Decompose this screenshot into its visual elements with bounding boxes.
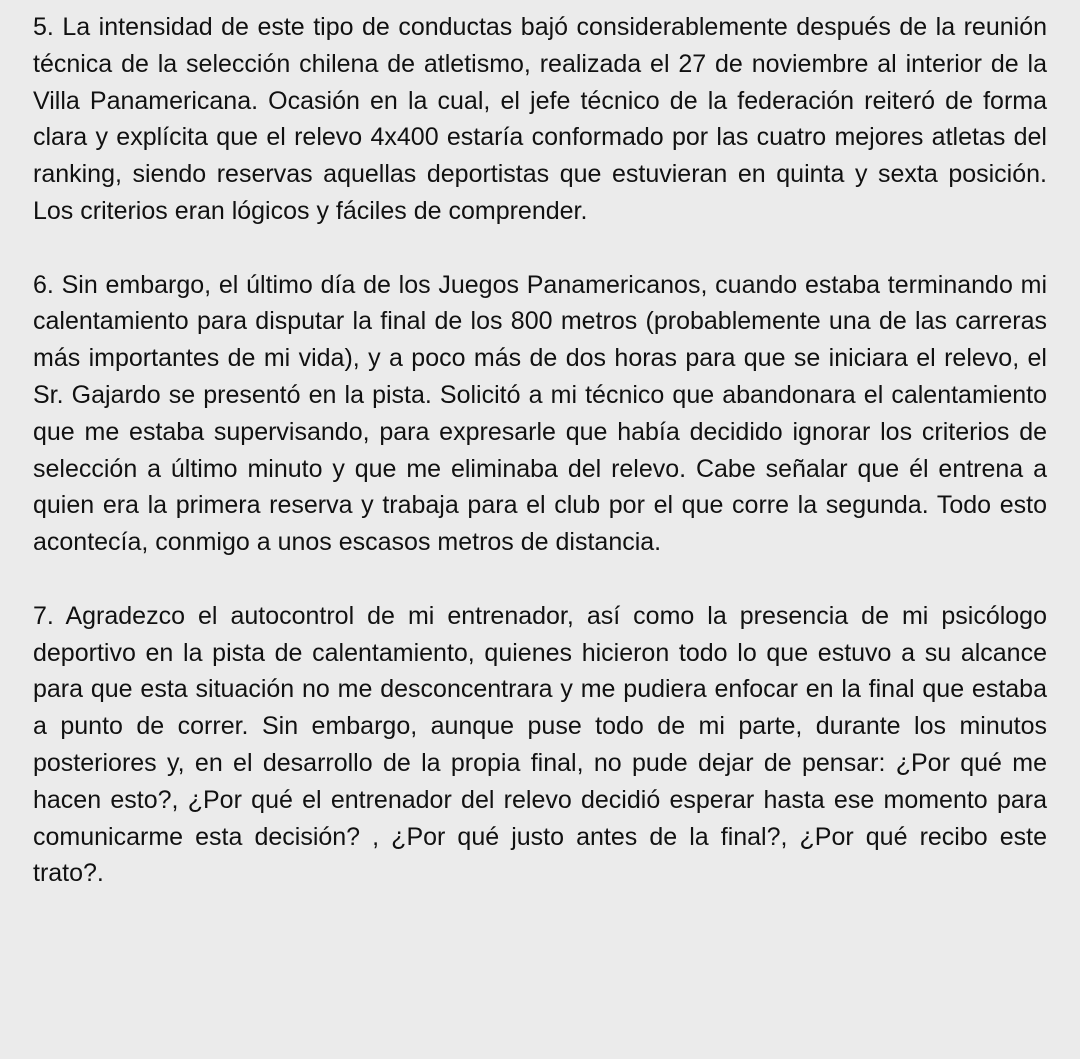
paragraph-5: 5. La intensidad de este tipo de conductas bajó considerablemente después de la reunión técnica de la selección chilena de atletismo, realizada el 27 de noviembre al interior de la Villa Panamericana. Ocasión en la cual, el jefe técnico de la federación reiteró de forma clara y explícita que el relevo 4x400 estaría conformado por las cuatro mejores atletas del ranking, siendo reservas aquellas deportistas que estuvieran en quinta y sexta posición. Los criterios eran lógicos y fáciles de comprender. [33, 13, 1047, 225]
paragraph-6: 6. Sin embargo, el último día de los Juegos Panamericanos, cuando estaba terminando mi calentamiento para disputar la final de los 800 metros (probablemente una de las carreras más importantes de mi vida), y a poco más de dos horas para que se iniciara el relevo, el Sr. Gajardo se presentó en la pista. Solicitó a mi técnico que abandonara el calentamiento que me estaba supervisando, para expresarle que había decidido ignorar los criterios de selección a último minuto y que me eliminaba del relevo. Cabe señalar que él entrena a quien era la primera reserva y trabaja para el club por el que corre la segunda. Todo esto acontecía, conmigo a unos escasos metros de distancia. [33, 270, 1047, 557]
document-body [33, 9, 1047, 892]
paragraph-7: 7. Agradezco el autocontrol de mi entrenador, así como la presencia de mi psicólogo deportivo en la pista de calentamiento, quienes hicieron todo lo que estuvo a su alcance para que esta situación no me desconcentrara y me pudiera enfocar en la final que estaba a punto de correr. Sin embargo, aunque puse todo de mi parte, durante los minutos posteriores y, en el desarrollo de la propia final, no pude dejar de pensar: ¿Por qué me hacen esto?, ¿Por qué el entrenador del relevo decidió esperar hasta ese momento para comunicarme esta decisión? , ¿Por qué justo antes de la final?, ¿Por qué recibo este trato?. [33, 601, 1047, 888]
